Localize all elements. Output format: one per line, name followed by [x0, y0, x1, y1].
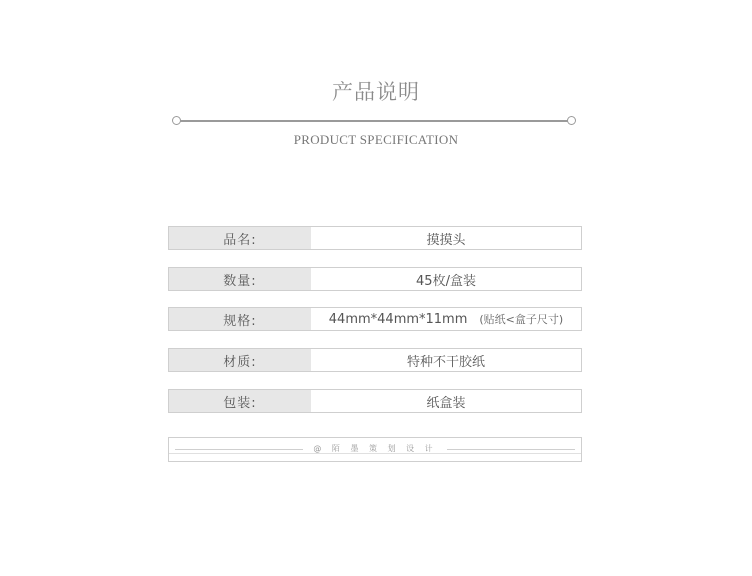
page-title: 产品说明 [332, 80, 420, 104]
spec-value-note: (贴纸<盒子尺寸) [479, 313, 564, 326]
page-subtitle: PRODUCT SPECIFICATION [293, 132, 459, 147]
spec-label: 品名: [169, 227, 311, 249]
spec-value [311, 227, 581, 249]
footer-inner-line [169, 453, 581, 454]
spec-value-text: 特种不干胶纸 [406, 354, 485, 370]
spec-value-text: 纸盒装 [426, 395, 466, 411]
spec-value [311, 268, 581, 290]
spec-value-text: 44mm*44mm*11mm [328, 311, 468, 327]
spec-value [311, 349, 581, 371]
footer-credit-box [168, 437, 582, 462]
spec-value-text: 45枚/盒装 [416, 273, 476, 289]
spec-label: 数量: [169, 268, 311, 290]
divider-left-circle-icon [172, 116, 181, 125]
spec-row-name [168, 226, 582, 250]
footer-credit-text: @ 陌 墨 策 划 设 计 [313, 444, 437, 453]
spec-value-text: 摸摸头 [426, 232, 466, 248]
spec-label: 规格: [169, 308, 311, 330]
spec-row-packaging [168, 389, 582, 413]
spec-label: 材质: [169, 349, 311, 371]
spec-row-material [168, 348, 582, 372]
spec-row-quantity [168, 267, 582, 291]
divider-right-circle-icon [567, 116, 576, 125]
spec-value [311, 390, 581, 412]
spec-label: 包装: [169, 390, 311, 412]
spec-value [311, 308, 581, 330]
spec-row-size [168, 307, 582, 331]
title-divider-line [178, 120, 574, 122]
